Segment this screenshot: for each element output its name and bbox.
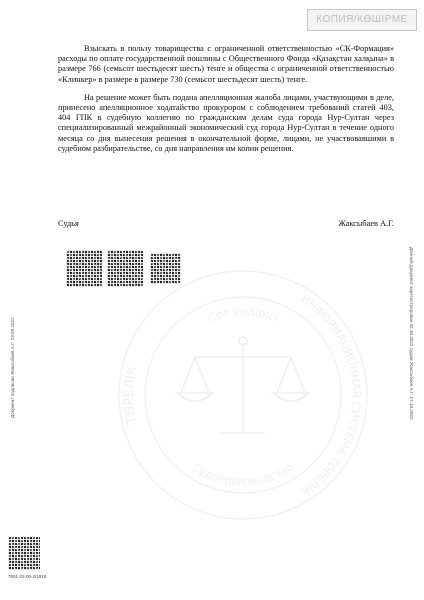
seal-bottom-text: Судопроизводство bbox=[190, 460, 296, 489]
qr-code-document bbox=[8, 537, 40, 570]
scales-icon bbox=[177, 337, 309, 433]
copy-stamp bbox=[307, 9, 417, 31]
judge-name: Жаксыбаев А.Г. bbox=[338, 219, 394, 228]
seal-ring-left-text: ТӨРЕЛІК bbox=[121, 364, 141, 426]
judge-role: Судья bbox=[58, 219, 79, 228]
side-note-right: Данный документ зарегистрирован 02.10.2022 судом Жаксыбаев А.Г. 17.10.2022 bbox=[409, 247, 414, 420]
paragraph-appeal: На решение может быть подана апелляционная жалоба лицами, участвующими в деле, принесено апелляционное ходатайство прокурором с соблюдением требований статей 403, 404 ГПК в судебную коллегию по гражданским делам суда города Нур-Султан через специализированный межрайонный экономический суд города Нур-Султан в течение одного месяца со дня вынесения решения в окончательной форме, лицами, не участвовавшими в судебном разбирательстве, со дня направления им копии решения. bbox=[58, 92, 394, 153]
court-seal-watermark bbox=[113, 265, 373, 525]
document-code: 7501-22-00-2/1918 bbox=[8, 574, 47, 579]
side-note-left: Документ подписан Жаксыбаев А.Г. 23.09.2022 bbox=[10, 317, 15, 418]
signature-row bbox=[58, 219, 394, 231]
document-body bbox=[58, 44, 394, 162]
qr-code-1 bbox=[66, 250, 102, 287]
paragraph-court-costs: Взыскать в пользу товарищества с ограниченной ответственностью «СК-Формация» расходы по оплате государственной пошлины с Общественного Фонда «Қазақстан халқына» в размере 766 (семьсот шестьдесят шесть) тенге и общества с ограниченной ответственностью «Клинкер» в размере в размере 730 (семьсот шестьдесят шесть) тенге. bbox=[58, 44, 394, 84]
seal-ring-right-text: ИНФОРМАЦИОННАЯ СИСТЕМА ТӨРЕЛІК bbox=[298, 292, 363, 498]
seal-top-text: Сот өндірісі bbox=[206, 304, 281, 325]
copy-stamp-text: КОПИЯ/КӨШІРМЕ bbox=[316, 14, 408, 25]
